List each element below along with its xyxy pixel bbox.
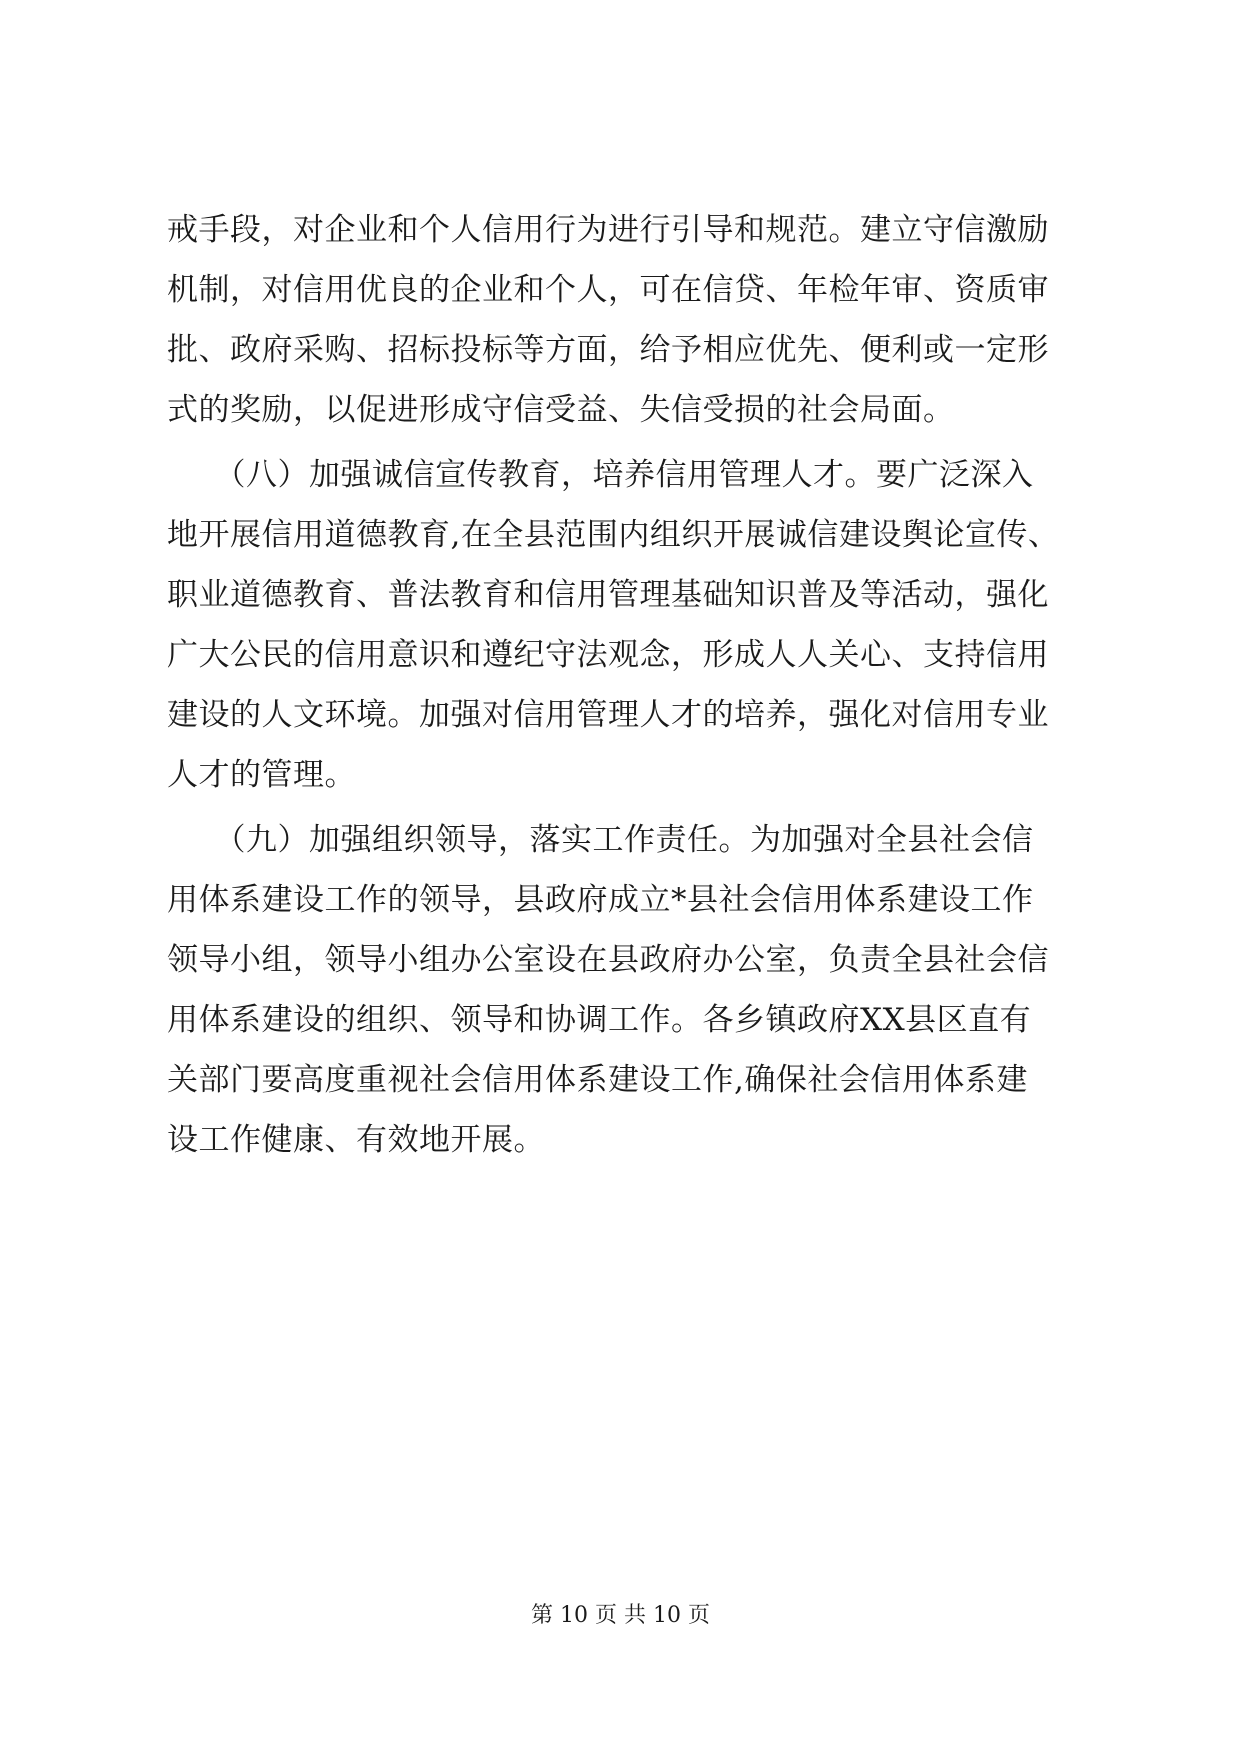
text-line: 关部门要高度重视社会信用体系建设工作,确保社会信用体系建 (167, 1062, 1028, 1098)
text-line: 用体系建设工作的领导，县政府成立*县社会信用体系建设工作 (167, 882, 1034, 918)
text-line: （九）加强组织领导，落实工作责任。为加强对全县社会信 (167, 822, 1034, 858)
text-line: 建设的人文环境。加强对信用管理人才的培养，强化对信用专业 (167, 697, 1049, 733)
document-body (167, 200, 1072, 1170)
text-line: （八）加强诚信宣传教育，培养信用管理人才。要广泛深入 (167, 457, 1034, 493)
text-line: 式的奖励，以促进形成守信受益、失信受损的社会局面。 (167, 392, 955, 428)
text-line: 广大公民的信用意识和遵纪守法观念，形成人人关心、支持信用 (167, 637, 1049, 673)
text-line: 设工作健康、有效地开展。 (167, 1122, 545, 1158)
text-line: 地开展信用道德教育,在全县范围内组织开展诚信建设舆论宣传、 (167, 517, 1060, 553)
text-line: 机制，对信用优良的企业和个人，可在信贷、年检年审、资质审 (167, 272, 1049, 308)
text-line: 用体系建设的组织、领导和协调工作。各乡镇政府XX县区直有 (167, 1002, 1032, 1038)
paragraph-2 (167, 445, 1072, 805)
text-line: 职业道德教育、普法教育和信用管理基础知识普及等活动，强化 (167, 577, 1049, 613)
text-line: 人才的管理。 (167, 757, 356, 793)
page-number-footer: 第 10 页 共 10 页 (531, 1603, 710, 1628)
text-line: 领导小组，领导小组办公室设在县政府办公室，负责全县社会信 (167, 942, 1049, 978)
paragraph-1 (167, 200, 1072, 440)
paragraph-3 (167, 810, 1072, 1170)
text-line: 戒手段，对企业和个人信用行为进行引导和规范。建立守信激励 (167, 212, 1049, 248)
text-line: 批、政府采购、招标投标等方面，给予相应优先、便利或一定形 (167, 332, 1049, 368)
